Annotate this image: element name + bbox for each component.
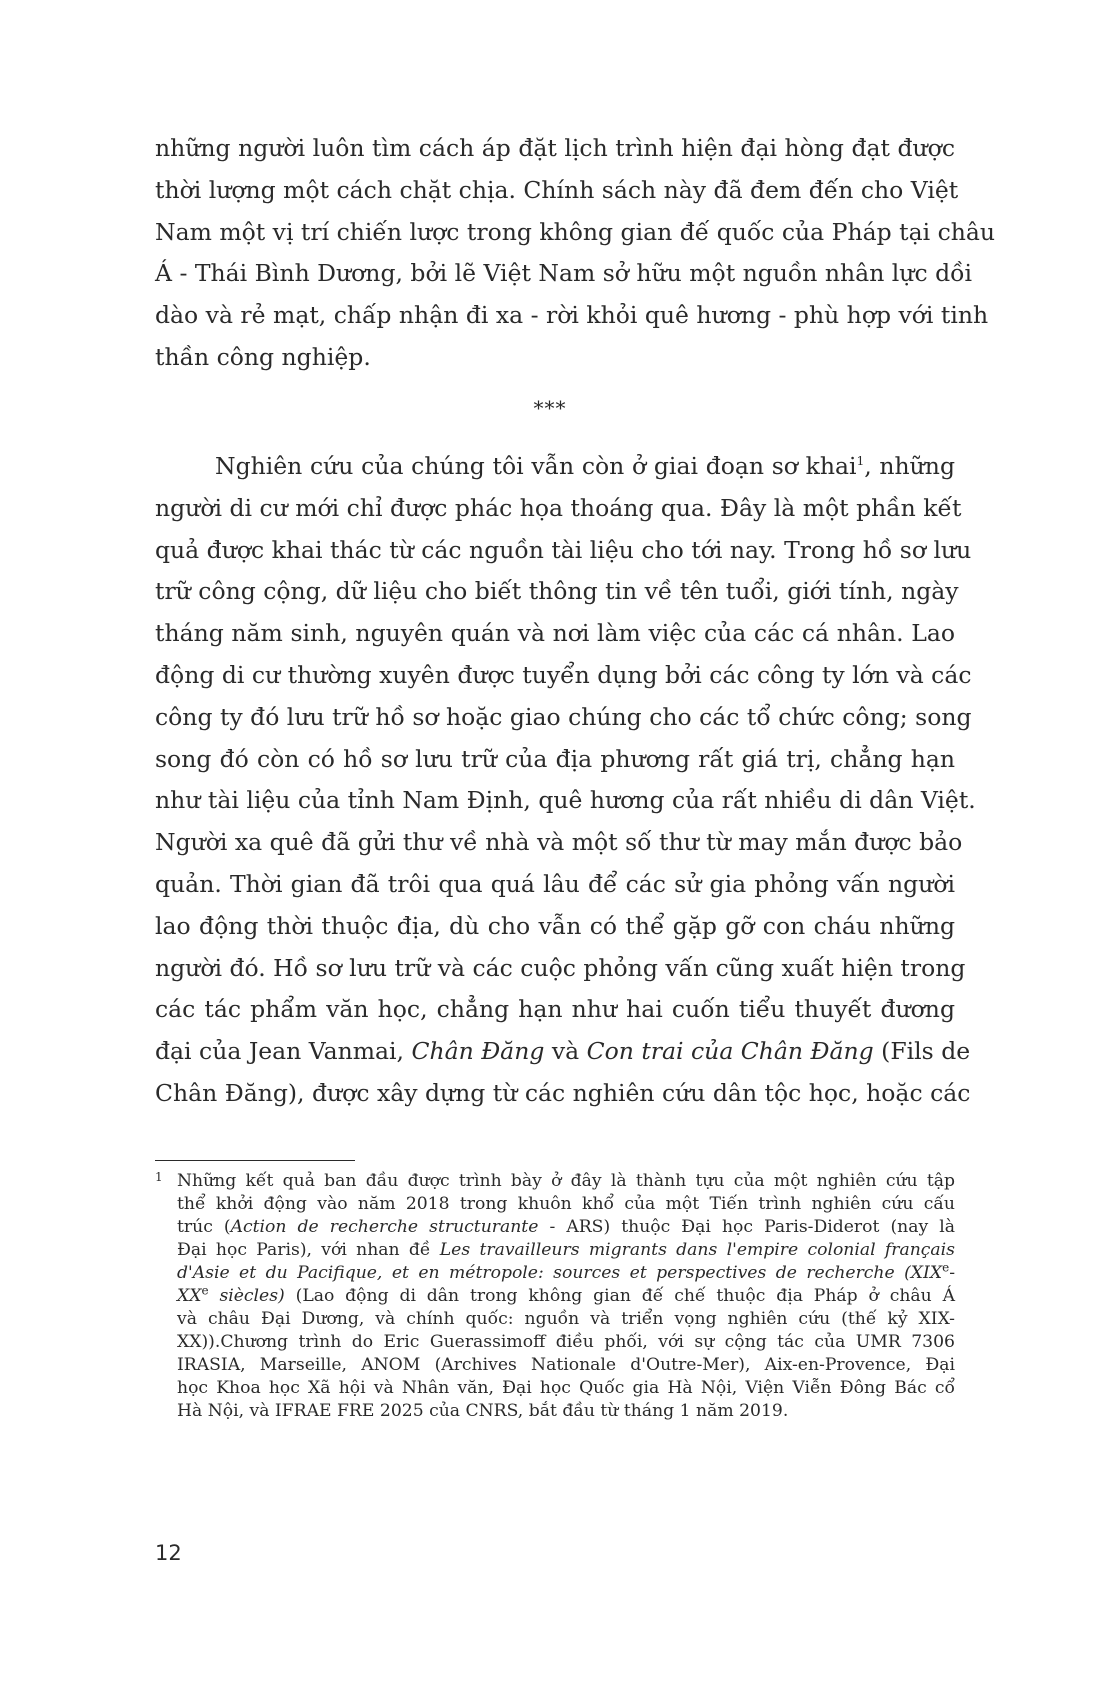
footnote-reference: 1 [856,454,865,469]
text-line: như tài liệu của tỉnh Nam Định, quê hương của rất nhiều di dân Việt. [155,786,976,815]
superscript: e [942,1260,950,1275]
footnote-divider [155,1160,355,1161]
text-line [155,446,955,488]
text-line: công ty đó lưu trữ hồ sơ hoặc giao chúng cho các tổ chức công; song [155,702,972,731]
text-line: Á - Thái Bình Dương, bởi lẽ Việt Nam sở hữu một nguồn nhân lực dồi [155,259,973,288]
text-segment: , những [864,452,955,480]
text-line: Nam một vị trí chiến lược trong không gian đế quốc của Pháp tại châu [155,217,996,246]
footnote-line [155,1262,955,1285]
book-title-italic: Chân Đăng [411,1037,545,1066]
paragraph-1 [155,128,996,379]
text-line: quản. Thời gian đã trôi qua quá lâu để các sử gia phỏng vấn người [155,869,955,898]
text-segment: đại của Jean Vanmai, [155,1037,412,1066]
footnote-line: học Khoa học Xã hội và Nhân văn, Đại học Quốc gia Hà Nội, Viện Viễn Đông Bác cổ [177,1378,955,1398]
text-line: những người luôn tìm cách áp đặt lịch trình hiện đại hòng đạt được [155,134,955,162]
footnote-line: Những kết quả ban đầu được trình bày ở đây là thành tựu của một nghiên cứu tập [177,1171,955,1191]
text-segment: - ARS) thuộc Đại học Paris-Diderot (nay là [538,1217,955,1237]
italic-title: Les travailleurs migrants dans l'empire colonial français [439,1240,955,1260]
text-line: trữ công cộng, dữ liệu cho biết thông tin về tên tuổi, giới tính, ngày [155,577,959,606]
footnote-line: và châu Đại Dương, và chính quốc: nguồn và triển vọng nghiên cứu (thế kỷ XIX- [177,1309,955,1329]
italic-title: d'Asie et du Pacifique, et en métropole: sources et perspectives de recherche (XIX [177,1263,943,1283]
text-line: tháng năm sinh, nguyên quán và nơi làm việc của các cá nhân. Lao [155,619,955,648]
footnote-number: 1 [155,1170,163,1184]
text-line: song đó còn có hồ sơ lưu trữ của địa phương rất giá trị, chẳng hạn [155,744,955,773]
text-line: Chân Đăng), được xây dựng từ các nghiên cứu dân tộc học, hoặc các [155,1078,971,1107]
italic-term: Action de recherche structurante [230,1217,539,1237]
text-line: quả được khai thác từ các nguồn tài liệu cho tới nay. Trong hồ sơ lưu [155,535,972,564]
text-line: người đó. Hồ sơ lưu trữ và các cuộc phỏng vấn cũng xuất hiện trong [155,953,966,982]
page-number: 12 [155,1541,182,1565]
book-title-italic: Con trai của Chân Đăng [586,1037,874,1066]
text-segment: (Fils de [873,1037,971,1066]
footnote-line: thể khởi động vào năm 2018 trong khuôn khổ của một Tiến trình nghiên cứu cấu [177,1194,955,1214]
italic-title: XX [177,1286,202,1306]
text-line [155,1031,971,1073]
section-separator: *** [533,396,567,420]
text-line: người di cư mới chỉ được phác họa thoáng qua. Đây là một phần kết [155,493,962,522]
footnote-line: Hà Nội, và IFRAE FRE 2025 của CNRS, bắt đầu từ tháng 1 năm 2019. [177,1401,789,1421]
text-line: lao động thời thuộc địa, dù cho vẫn có thể gặp gỡ con cháu những [155,911,955,940]
footnote-line [155,1239,955,1262]
text-line: Người xa quê đã gửi thư về nhà và một số thư từ may mắn được bảo [155,828,963,857]
text-segment: (Lao động di dân trong không gian đế chế thuộc địa Pháp ở châu Á [284,1286,956,1306]
footnote-line: IRASIA, Marseille, ANOM (Archives Nationale d'Outre-Mer), Aix-en-Provence, Đại [177,1355,955,1375]
text-line: dào và rẻ mạt, chấp nhận đi xa - rời khỏi quê hương - phù hợp với tinh [155,301,989,330]
paragraph-2 [155,446,976,1115]
text-segment: và [544,1037,587,1066]
footnote-line [155,1216,955,1239]
text-segment: Nghiên cứu của chúng tôi vẫn còn ở giai đoạn sơ khai [215,452,857,480]
footnote-line: XX)).Chương trình do Eric Guerassimoff điều phối, với sự cộng tác của UMR 7306 [177,1332,955,1352]
italic-title: siècles) [208,1286,285,1306]
text-line: thời lượng một cách chặt chịa. Chính sách này đã đem đến cho Việt [155,175,959,204]
text-segment: Đại học Paris), với nhan đề [177,1240,440,1260]
text-segment: - [949,1263,955,1283]
superscript: e [201,1283,209,1298]
text-line: thần công nghiệp. [155,342,371,371]
text-line: động di cư thường xuyên được tuyển dụng bởi các công ty lớn và các [155,660,972,689]
footnote-line [155,1285,955,1308]
text-line: các tác phẩm văn học, chẳng hạn như hai cuốn tiểu thuyết đương [155,995,955,1024]
text-segment: trúc ( [177,1217,231,1237]
footnote-1 [155,1170,955,1423]
